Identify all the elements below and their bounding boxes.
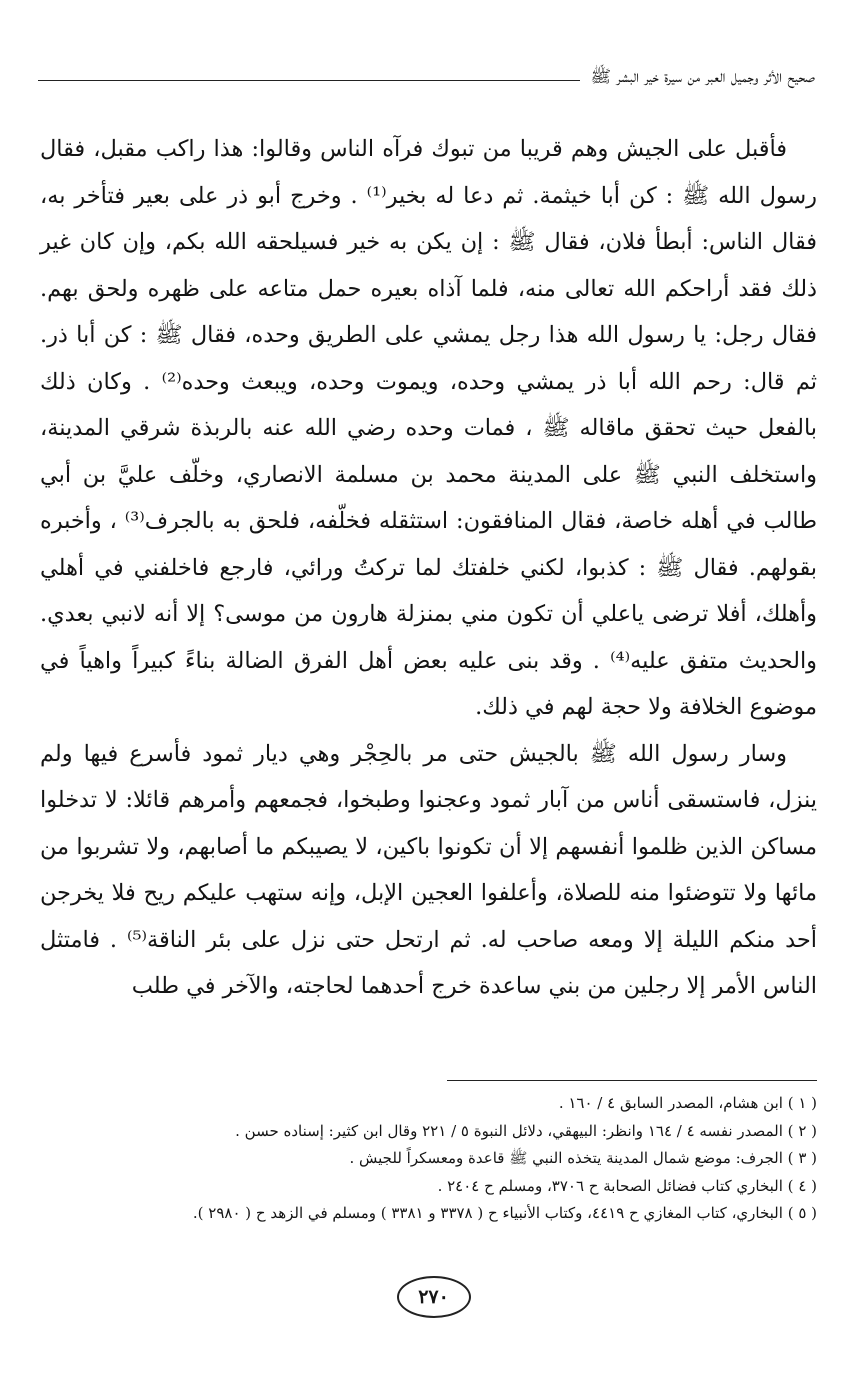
footnote-2: ( ٢ ) المصدر نفسه ٤ / ١٦٤ وانظر: البيهقي، دلائل النبوة ٥ / ٢٢١ وقال ابن كثير: إسناده حسن . [235,1121,817,1140]
running-title: صحيح الأثر وجميل العبر من سيرة خير البشر ﷺ [590,67,815,87]
running-header [38,58,815,90]
footnote-3: ( ٣ ) الجرف: موضع شمال المدينة يتخذه النبي ﷺ قاعدة ومعسكراً للجيش . [349,1149,817,1167]
footnote-1: ( ١ ) ابن هشام، المصدر السابق ٤ / ١٦٠ . [558,1094,817,1112]
footnotes [40,1090,817,1228]
header-rule [38,80,580,81]
page-number: ٢٧٠ [397,1276,471,1318]
footnote-5: ( ٥ ) البخاري، كتاب المغازي ح ٤٤١٩، وكتاب الأنبياء ح ( ٣٣٧٨ و ٣٣٨١ ) ومسلم في الزهد ح ( ٢٩٨٠ ). [192,1204,817,1222]
footnote-4: ( ٤ ) البخاري كتاب فضائل الصحابة ح ٣٧٠٦، ومسلم ح ٢٤٠٤ . [437,1176,817,1195]
paragraph: فأقبل على الجيش وهم قريبا من تبوك فرآه الناس وقالوا: هذا راكب مقبل، فقال رسول الله ﷺ : كن أبا خيثمة. ثم دعا له بخير⁽¹⁾ . وخرج أبو ذر على بعير فتأخر به، فقال الناس: أبطأ فلان، فقال ﷺ : إن يكن به خير فسيلحقه الله بكم، وإن كان غير ذلك فقد أراحكم الله تعالى منه، فلما آذاه بعيره حمل متاعه على ظهره ولحق بهم. فقال رجل: يا رسول الله هذا رجل يمشي على الطريق وحده، فقال ﷺ : كن أبا ذر. ثم قال: رحم الله أبا ذر يمشي وحده، ويموت وحده، ويبعث وحده⁽²⁾ . وكان ذلك بالفعل حيث تحقق ماقاله ﷺ ، فمات وحده رضي الله عنه بالربذة شرقي المدينة، واستخلف النبي ﷺ على المدينة محمد بن مسلمة الانصاري، وخلّف عليَّ بن أبي طالب في أهله خاصة، فقال المنافقون: استثقله فخلّفه، فلحق به بالجرف⁽³⁾ ، وأخبره بقولهم. فقال ﷺ : كذبوا، لكني خلفتك لما تركتُ ورائي، فارجع فاخلفني في أهلي وأهلك، أفلا ترضى ياعلي أن تكون مني بمنزلة هارون من موسى؟ إلا أنه لانبي بعدي. والحديث متفق عليه⁽⁴⁾ . وقد بنى عليه بعض أهل الفرق الضالة بناءً كبيراً واهياً في موضوع الخلافة ولا حجة لهم في ذلك. [40,136,817,720]
footnote-separator [447,1080,817,1081]
paragraph: وسار رسول الله ﷺ بالجيش حتى مر بالحِجْر وهي ديار ثمود فأسرع فيها ولم ينزل، فاستسقى أناس من آبار ثمود وعجنوا وطبخوا، فجمعهم وأمرهم قائلا: لا تدخلوا مساكن الذين ظلموا أنفسهم إلا أن تكونوا باكين، لا يصيبكم ما أصابهم، ولا تشربوا من مائها ولا تتوضئوا منه للصلاة، وأعلفوا العجين الإبل، وإنه ستهب عليكم ريح فلا يخرجن أحد منكم الليلة إلا ومعه صاحب له. ثم ارتحل حتى نزل على بئر الناقة⁽⁵⁾ . فامتثل الناس الأمر إلا رجلين من بني ساعدة خرج أحدهما لحاجته، والآخر في طلب [40,740,817,999]
main-text [40,126,817,1010]
